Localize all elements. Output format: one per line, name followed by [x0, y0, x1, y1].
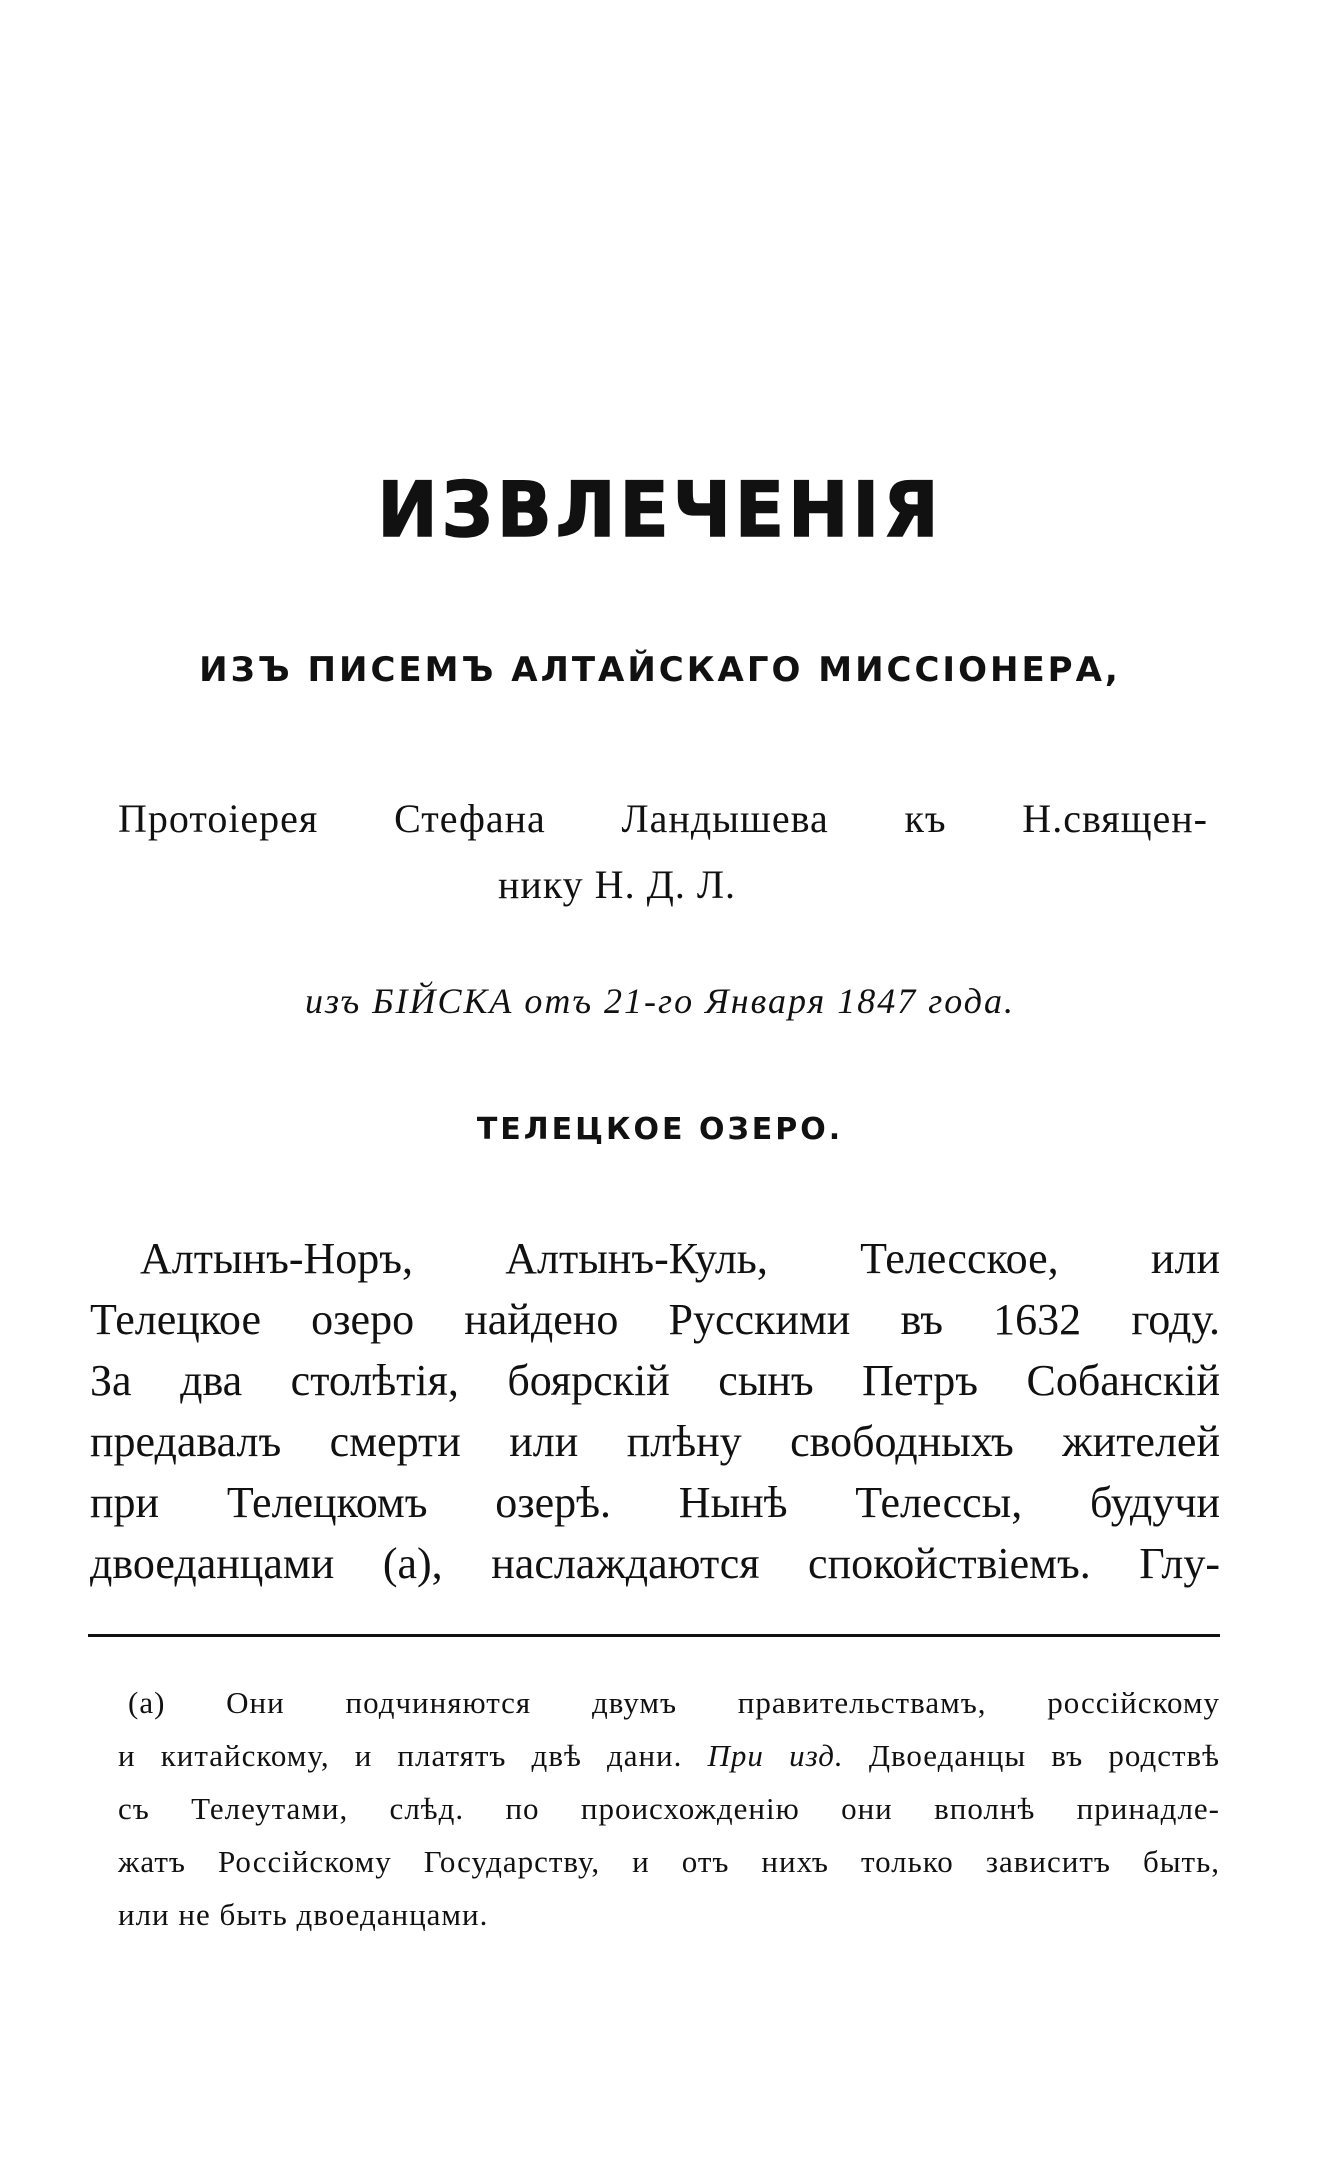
- section-title: ТЕЛЕЦКОЕ ОЗЕРО.: [476, 1112, 844, 1147]
- body-line: при Телецкомъ озерѣ. Нынѣ Телессы, будучи: [90, 1478, 1220, 1527]
- footnote-line: [118, 1729, 1220, 1782]
- page-subtitle: ИЗЪ ПИСЕМЪ АЛТАЙСКАГО МИССІОНЕРА,: [199, 650, 1121, 690]
- body-line: Алтынъ-Норъ, Алтынъ-Куль, Телесское, или: [140, 1234, 1220, 1283]
- dateline: изъ БІЙСКА отъ 21-го Января 1847 года.: [304, 981, 1016, 1021]
- publisher-note: При изд.: [707, 1738, 844, 1773]
- page-title: ИЗВЛЕЧЕНІЯ: [377, 465, 943, 555]
- footnote-line: жатъ Россійскому Государству, и отъ нихъ только зависитъ быть,: [118, 1844, 1220, 1879]
- body-line: двоеданцами (а), наслаждаются спокойствіемъ. Глу-: [90, 1539, 1220, 1588]
- author-line: [118, 786, 1208, 918]
- author-line-1: Протоіерея Стефана Ландышева къ Н.священ-: [118, 796, 1208, 841]
- footnote-divider: [88, 1634, 1220, 1637]
- author-line-2: нику Н. Д. Л.: [498, 862, 736, 907]
- footnote-line: (а) Они подчиняются двумъ правительствамъ, россійскому: [128, 1685, 1220, 1720]
- footnote-line: или не быть двоеданцами.: [118, 1897, 489, 1932]
- footnote: [118, 1676, 1220, 1941]
- footnote-text: Двоеданцы въ родствѣ: [868, 1738, 1220, 1773]
- body-line: За два столѣтія, боярскій сынъ Петръ Собанскій: [90, 1356, 1220, 1405]
- footnote-line: съ Телеутами, слѣд. по происхожденію они вполнѣ принадле-: [118, 1791, 1220, 1826]
- body-line: предавалъ смерти или плѣну свободныхъ жителей: [90, 1417, 1220, 1466]
- body-line: Телецкое озеро найдено Русскими въ 1632 году.: [90, 1295, 1220, 1344]
- footnote-text: и китайскому, и платятъ двѣ дани.: [118, 1738, 683, 1773]
- body-text: [90, 1228, 1220, 1594]
